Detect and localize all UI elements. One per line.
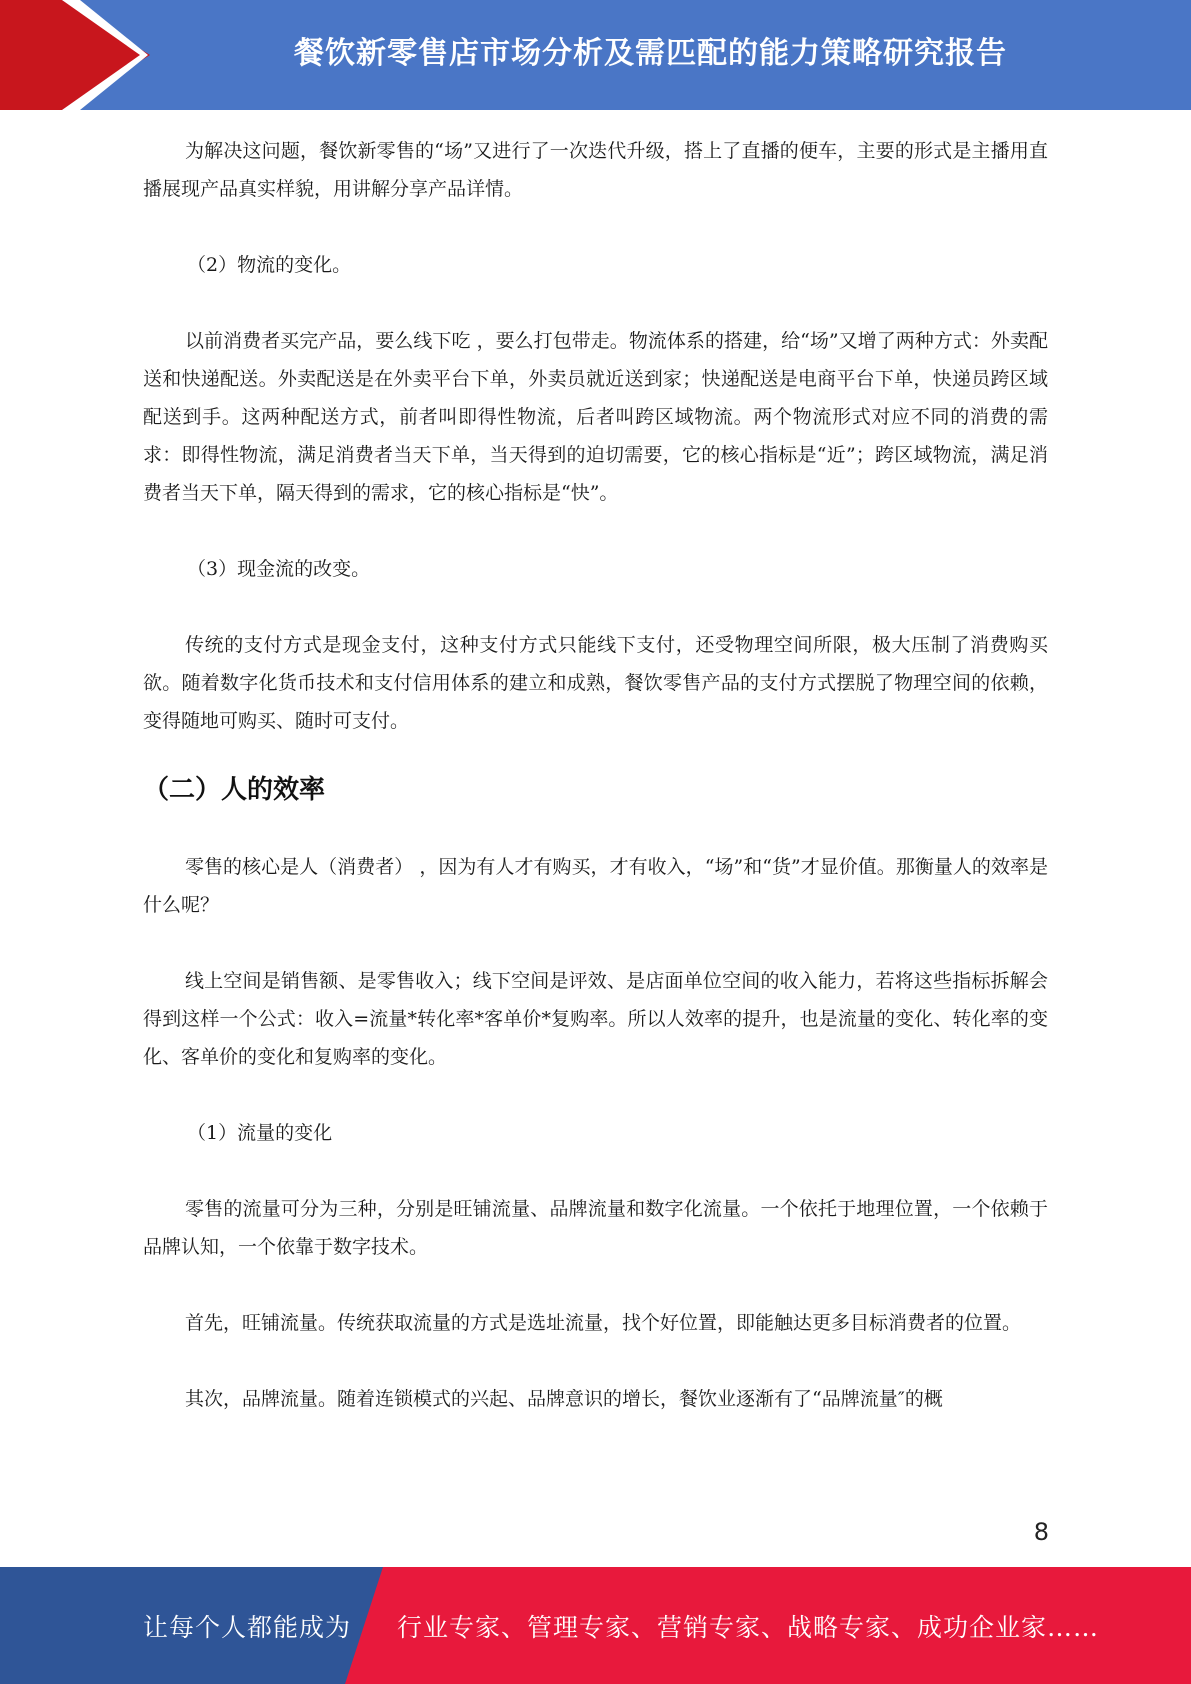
subheading-logistics: （2）物流的变化。 xyxy=(187,254,352,276)
paragraph-store-traffic: 首先，旺铺流量。传统获取流量的方式是选址流量，找个好位置，即能触达更多目标消费者的位置。 xyxy=(185,1312,1022,1334)
paragraph-brand-traffic: 其次，品牌流量。随着连锁模式的兴起、品牌意识的增长，餐饮业逐渐有了“品牌流量″的概 xyxy=(185,1388,943,1410)
section-heading-people-efficiency: （二）人的效率 xyxy=(143,775,326,805)
page-number: 8 xyxy=(1033,1518,1049,1546)
paragraph-formula: 线上空间是销售额、是零售收入；线下空间是评效、是店面单位空间的收入能力，若将这些指标拆解会得到这样一个公式：收入=流量*转化率*客单价*复购率。所以人效率的提升，也是流量的变化、转化率的变化、客单价的变化和复购率的变化。 xyxy=(143,970,1048,1068)
page-header xyxy=(0,0,1191,110)
footer-slogan-left: 让每个人都能成为 xyxy=(143,1612,352,1642)
paragraph-payment: 传统的支付方式是现金支付，这种支付方式只能线下支付，还受物理空间所限，极大压制了消费购买欲。随着数字化货币技术和支付信用体系的建立和成熟，餐饮零售产品的支付方式摆脱了物理空间的依赖，变得随地可购买、随时可支付。 xyxy=(143,634,1048,732)
paragraph-retail-core: 零售的核心是人（消费者） ，因为有人才有购买，才有收入，“场”和“货”才显价值。那衡量人的效率是什么呢？ xyxy=(143,856,1048,916)
subheading-traffic: （1）流量的变化 xyxy=(187,1122,333,1144)
subheading-cashflow: （3）现金流的改变。 xyxy=(187,558,371,580)
red-chevron-icon xyxy=(0,0,150,110)
document-body xyxy=(143,132,1048,1456)
report-title: 餐饮新零售店市场分析及需匹配的能力策略研究报告 xyxy=(294,36,1007,71)
paragraph-traffic-types: 零售的流量可分为三种，分别是旺铺流量、品牌流量和数字化流量。一个依托于地理位置，一个依赖于品牌认知，一个依靠于数字技术。 xyxy=(143,1198,1048,1258)
footer-slogan-right: 行业专家、管理专家、营销专家、战略专家、成功企业家…… xyxy=(397,1612,1100,1642)
paragraph-livestream: 为解决这问题，餐饮新零售的“场”又进行了一次迭代升级，搭上了直播的便车，主要的形式是主播用直播展现产品真实样貌，用讲解分享产品详情。 xyxy=(143,140,1048,200)
paragraph-logistics: 以前消费者买完产品，要么线下吃 ，要么打包带走。物流体系的搭建，给“场”又增了两种方式：外卖配送和快递配送。外卖配送是在外卖平台下单，外卖员就近送到家；快递配送是电商平台下单，快递员跨区域配送到手。这两种配送方式，前者叫即得性物流，后者叫跨区域物流。两个物流形式对应不同的消费的需求：即得性物流，满足消费者当天下单，当天得到的迫切需要，它的核心指标是“近”；跨区域物流，满足消费者当天下单，隔天得到的需求，它的核心指标是“快”。 xyxy=(143,330,1048,504)
page-footer xyxy=(0,1567,1191,1684)
